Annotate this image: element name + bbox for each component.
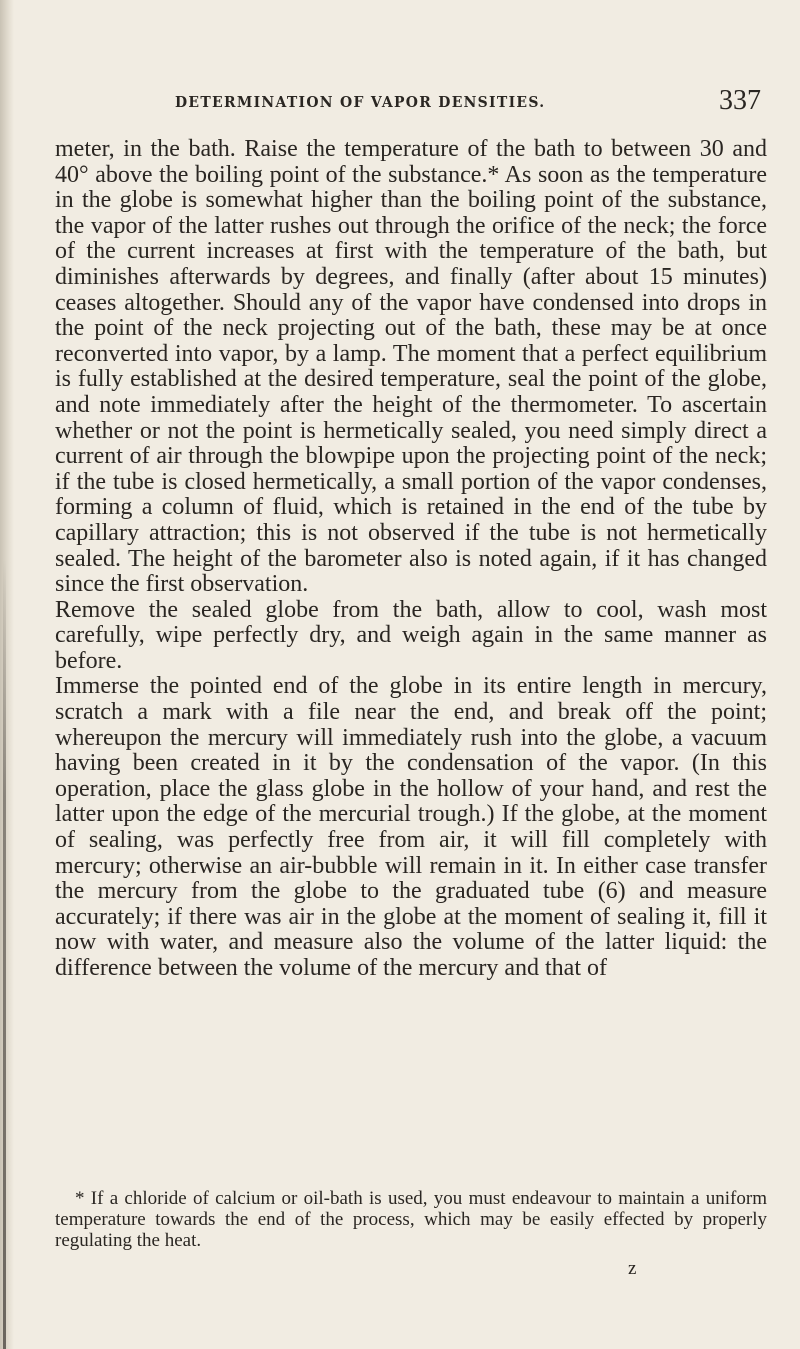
body-text — [55, 137, 767, 982]
paragraph-remove-globe: Remove the sealed globe from the bath, allow to cool, wash most carefully, wipe perfectly dry, and weigh again in the same manner as before. — [55, 596, 767, 674]
paragraph-continued: meter, in the bath. Raise the temperature of the bath to between 30 and 40° above the boiling point of the substance.* As soon as the temperature in the globe is somewhat higher than the boiling point of the substance, the vapor of the latter rushes out through the orifice of the neck; the force of the current increases at first with the temperature of the bath, but diminishes afterwards by degrees, and finally (after about 15 minutes) ceases altogether. Should any of the vapor have condensed into drops in the point of the neck projecting out of the bath, these may be at once reconverted into vapor, by a lamp. The moment that a perfect equilibrium is fully established at the desired temperature, seal the point of the globe, and note immediately after the height of the thermometer. To ascertain whether or not the point is hermetically sealed, you need simply direct a current of air through the blowpipe upon the projecting point of the neck; if the tube is closed hermetically, a small portion of the vapor condenses, forming a column of fluid, which is retained in the end of the tube by capillary attraction; this is not observed if the tube is not hermetically sealed. The height of the barometer also is noted again, if it has changed since the first observation. — [55, 136, 767, 598]
page-header — [55, 85, 767, 119]
signature-mark: z — [628, 1258, 637, 1279]
footnote: * If a chloride of calcium or oil-bath is used, you must endeavour to maintain a uniform temperature towards the end of the process, which may be easily effected by properly regulating the heat. — [55, 1188, 767, 1251]
book-page — [55, 0, 767, 1349]
running-title: DETERMINATION OF VAPOR DENSITIES. — [175, 93, 546, 111]
page-number: 337 — [719, 85, 761, 116]
paragraph-immerse: Immerse the pointed end of the globe in its entire length in mercury, scratch a mark with a file near the end, and break off the point; whereupon the mercury will immediately rush into the globe, a vacuum having been created in it by the condensation of the vapor. (In this operation, place the glass globe in the hollow of your hand, and rest the latter upon the edge of the mercurial trough.) If the globe, at the moment of sealing, was perfectly free from air, it will fill completely with mercury; otherwise an air-bubble will remain in it. In either case transfer the mercury from the globe to the graduated tube (6) and measure accurately; if there was air in the globe at the moment of sealing it, fill it now with water, and measure also the volume of the latter liquid: the difference between the volume of the mercury and that of — [55, 673, 767, 981]
binding-edge — [3, 560, 6, 1349]
